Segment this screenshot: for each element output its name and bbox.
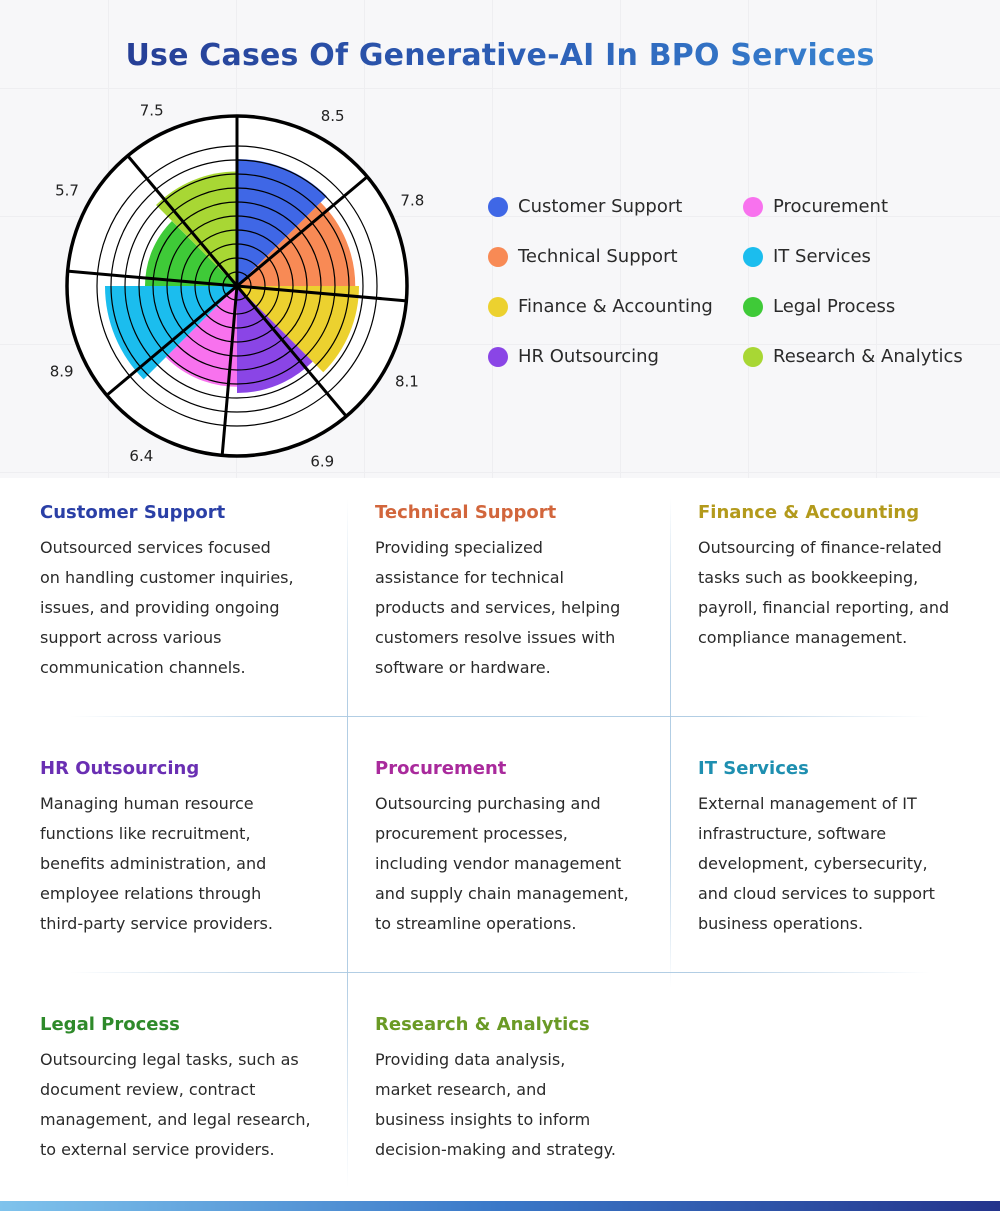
card-title: Procurement [375,758,507,779]
card-title: Legal Process [40,1014,180,1035]
card-description: Outsourcing purchasing and procurement processes, including vendor management and supply chain management, to streamline operations. [375,793,629,933]
card-hr-outsourcing [40,758,340,939]
card-description: Providing data analysis, market research, and business insights to inform decision-making and strategy. [375,1049,616,1159]
legend-label: Procurement [773,196,889,217]
card-finance-accounting [698,502,998,653]
legend-dot-icon [488,247,508,267]
card-legal-process [40,1014,340,1165]
legend-item-finance-accounting [488,296,713,317]
card-title: Technical Support [375,502,557,523]
legend-dot-icon [488,347,508,367]
legend-item-hr-outsourcing [488,346,659,367]
card-it-services [698,758,998,939]
card-description: Outsourcing legal tasks, such as document review, contract management, and legal research, to external service providers. [40,1049,311,1159]
legend-item-procurement [743,196,888,217]
card-description: Outsourcing of finance-related tasks such as bookkeeping, payroll, financial reporting, and compliance management. [698,537,950,647]
chart-value-label: 8.5 [320,107,345,126]
legend-item-customer-support [488,196,682,217]
legend-item-research-analytics [743,346,963,367]
chart-value-label: 5.7 [55,181,79,200]
legend-dot-icon [743,247,763,267]
legend-label: Research & Analytics [773,346,963,367]
card-title: Research & Analytics [375,1014,590,1035]
legend-dot-icon [743,197,763,217]
card-description: Outsourced services focused on handling customer inquiries, issues, and providing ongoing support across various communication channels. [40,537,294,677]
legend-item-it-services [743,246,871,267]
page-title: Use Cases Of Generative-AI In BPO Services [0,38,1000,73]
legend-dot-icon [743,297,763,317]
legend-label: Legal Process [773,296,896,317]
legend-dot-icon [488,197,508,217]
legend-label: Finance & Accounting [518,296,713,317]
grid-divider [347,498,348,1188]
legend-label: HR Outsourcing [518,346,659,367]
polar-area-chart [0,88,480,468]
card-customer-support [40,502,340,683]
chart-value-label: 6.9 [310,452,335,468]
chart-value-label: 7.8 [400,191,425,210]
card-title: IT Services [698,758,809,779]
card-procurement [375,758,675,939]
chart-value-label: 8.9 [49,362,74,381]
card-technical-support [375,502,675,683]
card-description: External management of IT infrastructure, software development, cybersecurity, and cloud services to support business operations. [698,793,935,933]
legend-dot-icon [488,297,508,317]
footer-gradient-bar [0,1201,1000,1211]
card-research-analytics [375,1014,675,1165]
grid-divider [70,716,930,717]
legend-label: Customer Support [518,196,683,217]
legend-item-technical-support [488,246,678,267]
card-description: Providing specialized assistance for technical products and services, helping customers resolve issues with software or hardware. [375,537,621,677]
legend-label: Technical Support [518,246,678,267]
card-title: Finance & Accounting [698,502,920,523]
use-case-grid [0,478,1000,1200]
chart-value-label: 7.5 [139,101,164,120]
chart-value-label: 8.1 [395,372,419,391]
legend-item-legal-process [743,296,895,317]
legend-label: IT Services [773,246,871,267]
grid-divider [70,972,930,973]
card-title: HR Outsourcing [40,758,200,779]
chart-value-label: 6.4 [129,446,154,465]
card-title: Customer Support [40,502,226,523]
legend-dot-icon [743,347,763,367]
card-description: Managing human resource functions like recruitment, benefits administration, and employee relations through third-party service providers. [40,793,273,933]
